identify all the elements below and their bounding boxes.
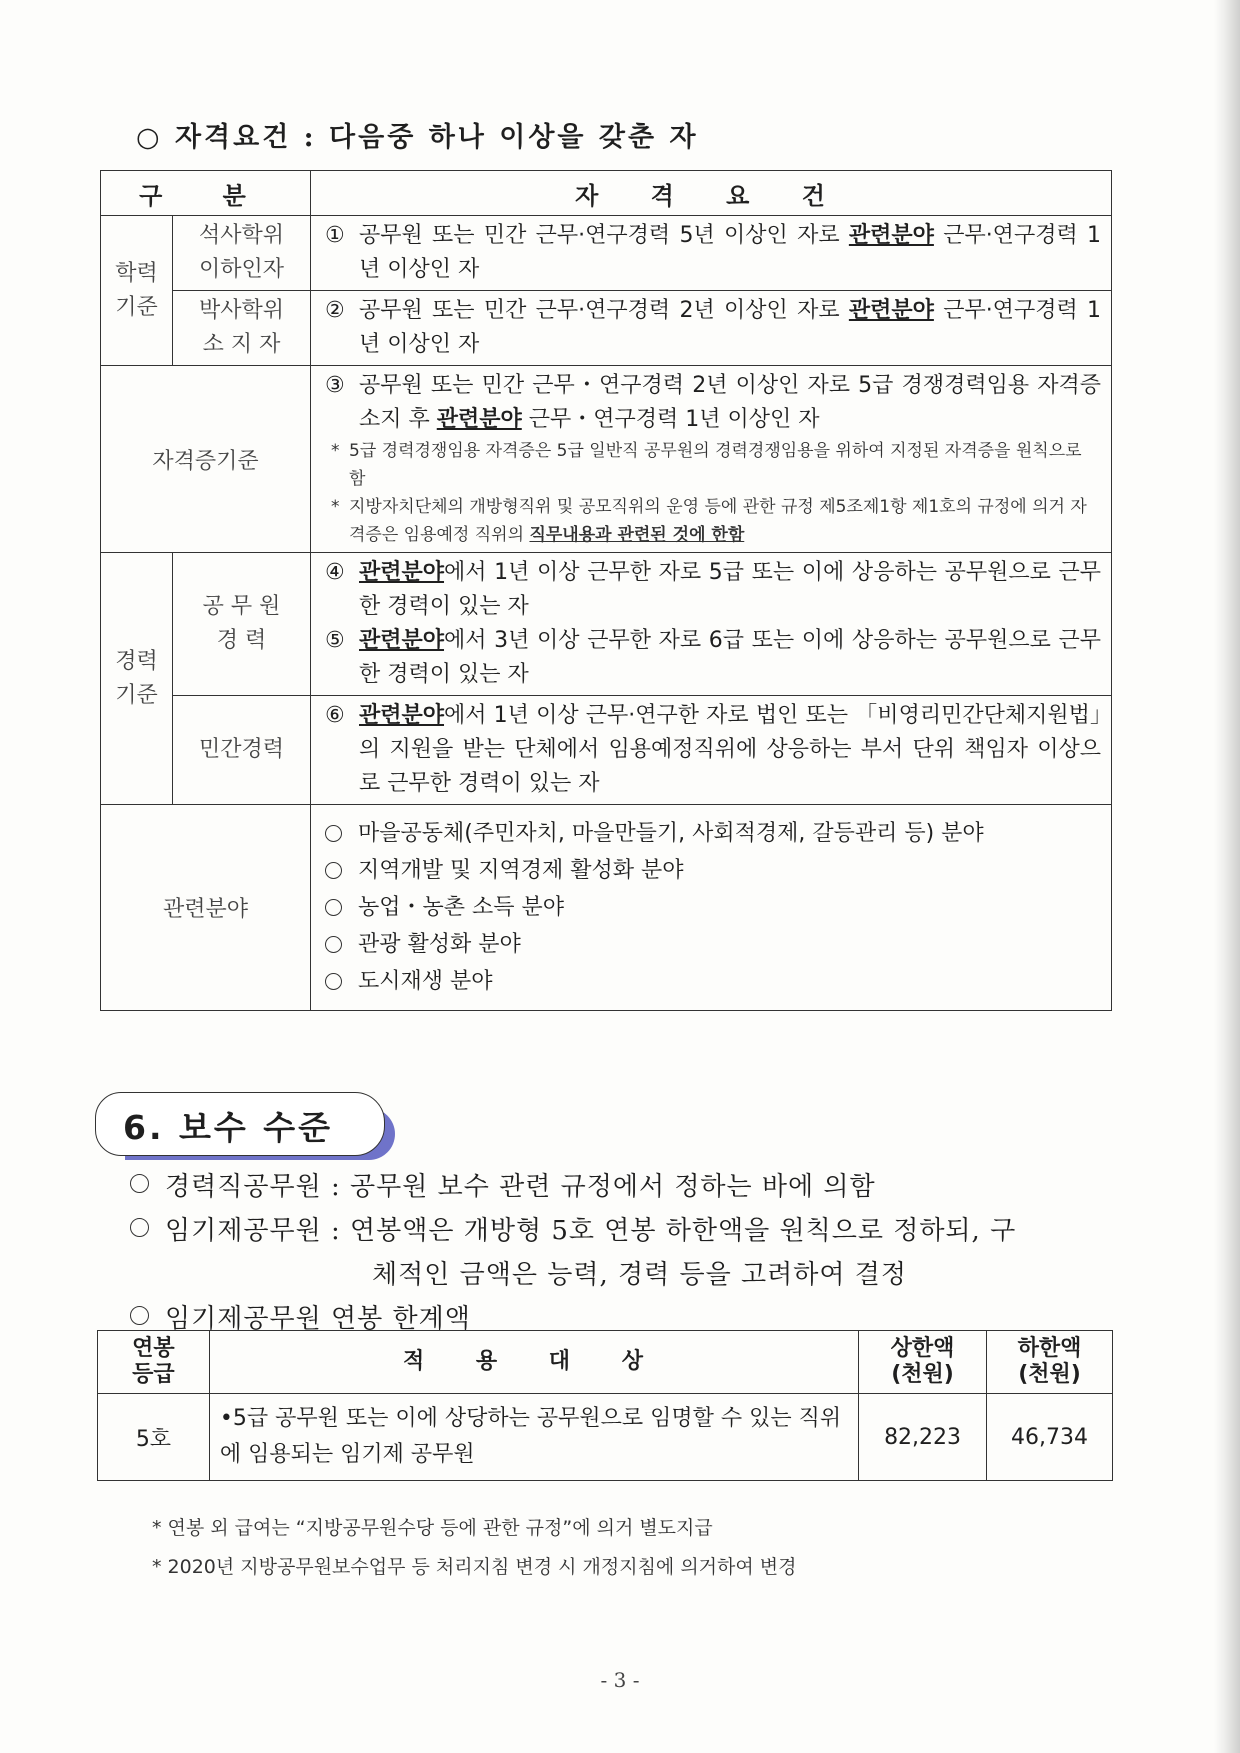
circle-bullet-icon bbox=[325, 973, 342, 990]
requirement-cell: ③ 공무원 또는 민간 근무・연구경력 2년 이상인 자로 5급 경쟁경력임용 자격증 소지 후 관련분야 근무・연구경력 1년 이상인 자 * 5급 경력경쟁임용 자격증은 5급 일반직 공무원의 경력경쟁임용을 위하여 지정된 자격증을 원칙으로 함 * 지방자치단체의 개방형직위 및 공모직위의 운영 등에 관한 규정 제5조제1항 제1호의 규정에 의거 자격증은 임용예정 직위의 직무내용과 관련된 것에 한함 bbox=[311, 366, 1112, 553]
header-category: 구 분 bbox=[101, 171, 311, 216]
table-row bbox=[101, 696, 1112, 805]
cert-note-2: * 지방자치단체의 개방형직위 및 공모직위의 운영 등에 관한 규정 제5조제1항 제1호의 규정에 의거 자격증은 임용예정 직위의 직무내용과 관련된 것에 한함 bbox=[331, 497, 1087, 545]
qualification-header-row bbox=[101, 171, 1112, 216]
header-target: 적 용 대 상 bbox=[209, 1331, 858, 1394]
table-row bbox=[101, 216, 1112, 291]
qualification-heading: ○ 자격요건 : 다음중 하나 이상을 갖춘 자 bbox=[136, 122, 699, 153]
gov-career-sub: 공 무 원 경 력 bbox=[173, 553, 311, 696]
cert-note-1: * 5급 경력경쟁임용 자격증은 5급 일반직 공무원의 경력경쟁임용을 위하여 지정된 자격증을 원칙으로 함 bbox=[331, 441, 1082, 489]
list-item: 농업・농촌 소득 분야 bbox=[325, 889, 1101, 926]
circle-bullet-icon bbox=[130, 1306, 149, 1325]
related-fields-list bbox=[311, 805, 1112, 1011]
header-requirement: 자 격 요 건 bbox=[311, 171, 1112, 216]
table-row bbox=[101, 366, 1112, 553]
pay-term-official: 임기제공무원 : 연봉액은 개방형 5호 연봉 하한액을 원칙으로 정하되, 구 bbox=[130, 1210, 1016, 1247]
salary-upper: 82,223 bbox=[859, 1394, 987, 1481]
requirement-cell: ② 공무원 또는 민간 근무·연구경력 2년 이상인 자로 관련분야 근무·연구경력 1년 이상인 자 bbox=[311, 291, 1112, 366]
fields-category: 관련분야 bbox=[101, 805, 311, 1011]
requirement-cell: ⑥ 관련분야에서 1년 이상 근무·연구한 자로 법인 또는 「비영리민간단체지원법」의 지원을 받는 단체에서 임용예정직위에 상응하는 부서 단위 책임자 이상으로 근무한 경력이 있는 자 bbox=[311, 696, 1112, 805]
requirement-cell: ① 공무원 또는 민간 근무·연구경력 5년 이상인 자로 관련분야 근무·연구경력 1년 이상인 자 bbox=[311, 216, 1112, 291]
table-row bbox=[101, 553, 1112, 696]
header-lower: 하한액 (천원) bbox=[987, 1331, 1113, 1394]
requirement-cell: ④ 관련분야에서 1년 이상 근무한 자로 5급 또는 이에 상응하는 공무원으로 근무한 경력이 있는 자 ⑤ 관련분야에서 3년 이상 근무한 자로 6급 또는 이에 상응하는 공무원으로 근무한 경력이 있는 자 bbox=[311, 553, 1112, 696]
salary-target: •5급 공무원 또는 이에 상당하는 공무원으로 임명할 수 있는 직위에 임용되는 임기제 공무원 bbox=[209, 1394, 858, 1481]
circle-bullet-icon bbox=[325, 862, 342, 879]
related-field-underline: 관련분야 bbox=[359, 703, 445, 728]
footnote-allowance: * 연봉 외 급여는 “지방공무원수당 등에 관한 규정”에 의거 별도지급 bbox=[152, 1517, 713, 1539]
header-grade: 연봉 등급 bbox=[98, 1331, 210, 1394]
item-number: ② bbox=[325, 298, 345, 323]
list-item: 도시재생 분야 bbox=[325, 963, 1101, 1000]
related-field-underline: 관련분야 bbox=[359, 560, 445, 585]
qualification-table bbox=[100, 170, 1112, 1011]
circle-bullet-icon bbox=[130, 1218, 149, 1237]
table-row bbox=[98, 1394, 1113, 1481]
private-career-sub: 민간경력 bbox=[173, 696, 311, 805]
related-field-underline: 관련분야 bbox=[359, 628, 445, 653]
pay-limit-heading: 임기제공무원 연봉 한계액 bbox=[130, 1298, 471, 1335]
edu-category: 학력 기준 bbox=[101, 216, 173, 366]
circle-bullet-icon bbox=[325, 936, 342, 953]
list-item: 관광 활성화 분야 bbox=[325, 926, 1101, 963]
circle-bullet-icon bbox=[325, 825, 342, 842]
edu-sub-master: 석사학위 이하인자 bbox=[173, 216, 311, 291]
related-field-underline: 관련분야 bbox=[848, 223, 934, 248]
cert-category: 자격증기준 bbox=[101, 366, 311, 553]
circle-bullet-icon bbox=[130, 1174, 149, 1193]
item-number: ③ bbox=[325, 373, 345, 398]
table-row bbox=[101, 805, 1112, 1011]
footnote-guideline: * 2020년 지방공무원보수업무 등 처리지침 변경 시 개정지침에 의거하여 변경 bbox=[152, 1556, 797, 1578]
section-title: 6. 보수 수준 bbox=[123, 1108, 333, 1147]
table-row bbox=[101, 291, 1112, 366]
header-upper: 상한액 (천원) bbox=[859, 1331, 987, 1394]
salary-lower: 46,734 bbox=[987, 1394, 1113, 1481]
edu-sub-doctor: 박사학위 소 지 자 bbox=[173, 291, 311, 366]
item-number: ① bbox=[325, 223, 345, 248]
list-item: 마을공동체(주민자치, 마을만들기, 사회적경제, 갈등관리 등) 분야 bbox=[325, 815, 1101, 852]
pay-career-official: 경력직공무원 : 공무원 보수 관련 규정에서 정하는 바에 의함 bbox=[130, 1166, 876, 1203]
career-category: 경력 기준 bbox=[101, 553, 173, 805]
salary-table bbox=[97, 1330, 1113, 1481]
pay-term-official-cont: 체적인 금액은 능력, 경력 등을 고려하여 결정 bbox=[372, 1260, 907, 1290]
related-field-underline: 관련분야 bbox=[848, 298, 934, 323]
salary-grade: 5호 bbox=[98, 1394, 210, 1481]
list-item: 지역개발 및 지역경제 활성화 분야 bbox=[325, 852, 1101, 889]
circle-bullet-icon bbox=[325, 899, 342, 916]
section-6-tab bbox=[95, 1092, 399, 1164]
related-field-underline: 관련분야 bbox=[436, 407, 522, 432]
salary-header-row bbox=[98, 1331, 1113, 1394]
page-number: - 3 - bbox=[600, 1668, 640, 1692]
scan-edge-shadow bbox=[1214, 0, 1240, 1753]
